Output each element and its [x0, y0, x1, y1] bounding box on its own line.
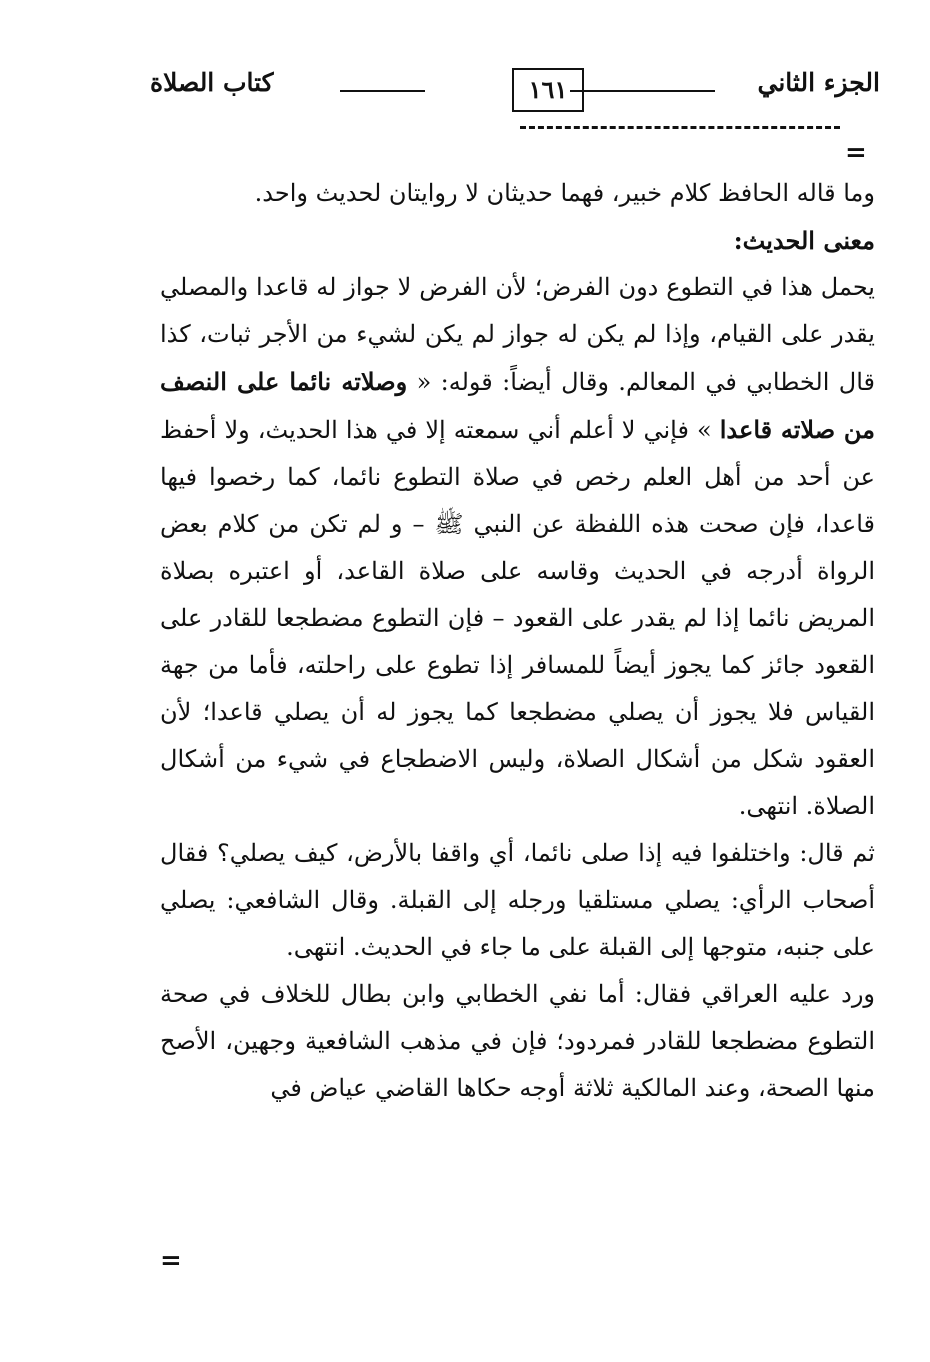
paragraph-disagreement: ثم قال: واختلفوا فيه إذا صلى نائما، أي واقفا بالأرض، كيف يصلي؟ فقال أصحاب الرأي: يصلي مستلقيا ورجله إلى القبلة. وقال الشافعي: يصلي على جنبه، متوجها إلى القبلة على ما جاء في الحديث. انتهى. — [160, 839, 875, 961]
page-number: ١٦١ — [512, 68, 584, 112]
paragraph-meaning — [160, 264, 875, 830]
continuation-mark-bottom: = — [160, 1246, 182, 1276]
volume-title: الجزء الثاني — [757, 68, 880, 97]
header-rule-left — [340, 90, 425, 92]
footnote-separator — [520, 126, 840, 129]
section-heading: معنى الحديث: — [733, 226, 875, 255]
hadith-quote: وصلاته نائما على النصف من صلاته قاعدا — [160, 367, 876, 444]
meaning-text-start: يحمل هذا في التطوع دون الفرض؛ لأن الفرض لا جواز له قاعدا والمصلي يقدر على القيام، وإذا لم يكن له جواز لم يكن لشيء من الأجر ثبات، كذا قال الخطابي في المعالم. وقال أيضاً: قوله: « — [160, 273, 875, 396]
paragraph-closing-remark: وما قاله الحافظ كلام خبير، فهما حديثان لا روايتان لحديث واحد. — [254, 179, 875, 207]
continuation-mark-top: = — [845, 138, 867, 168]
meaning-text-end: » فإني لا أعلم أني سمعته إلا في هذا الحديث، ولا أحفظ عن أحد من أهل العلم رخص في صلاة التطوع نائما، كما رخصوا فيها قاعدا، فإن صحت هذه اللفظة عن النبي ﷺ – و لم تكن من كلام بعض الرواة أدرجه في الحديث وقاسه على صلاة القاعد، أو اعتبره بصلاة المريض نائما إذا لم يقدر على القعود – فإن التطوع مضطجعا للقادر على القعود جائز كما يجوز أيضاً للمسافر إذا تطوع على راحلته، فأما من جهة القياس فلا يجوز أن يصلي مضطجعا كما يجوز له أن يصلي قاعدا؛ لأن العقود شكل من أشكال الصلاة، وليس الاضطجاع في شيء من أشكال الصلاة. انتهى. — [160, 416, 875, 820]
main-text — [160, 170, 875, 1112]
header-rule-right — [570, 90, 715, 92]
running-header — [150, 60, 880, 120]
paragraph-iraqi-reply: ورد عليه العراقي فقال: أما نفي الخطابي وابن بطال للخلاف في صحة التطوع مضطجعا للقادر فمردود؛ فإن في مذهب الشافعية وجهين، الأصح منها الصحة، وعند المالكية ثلاثة أوجه حكاها القاضي عياض في — [160, 980, 875, 1102]
chapter-title: كتاب الصلاة — [150, 68, 274, 97]
